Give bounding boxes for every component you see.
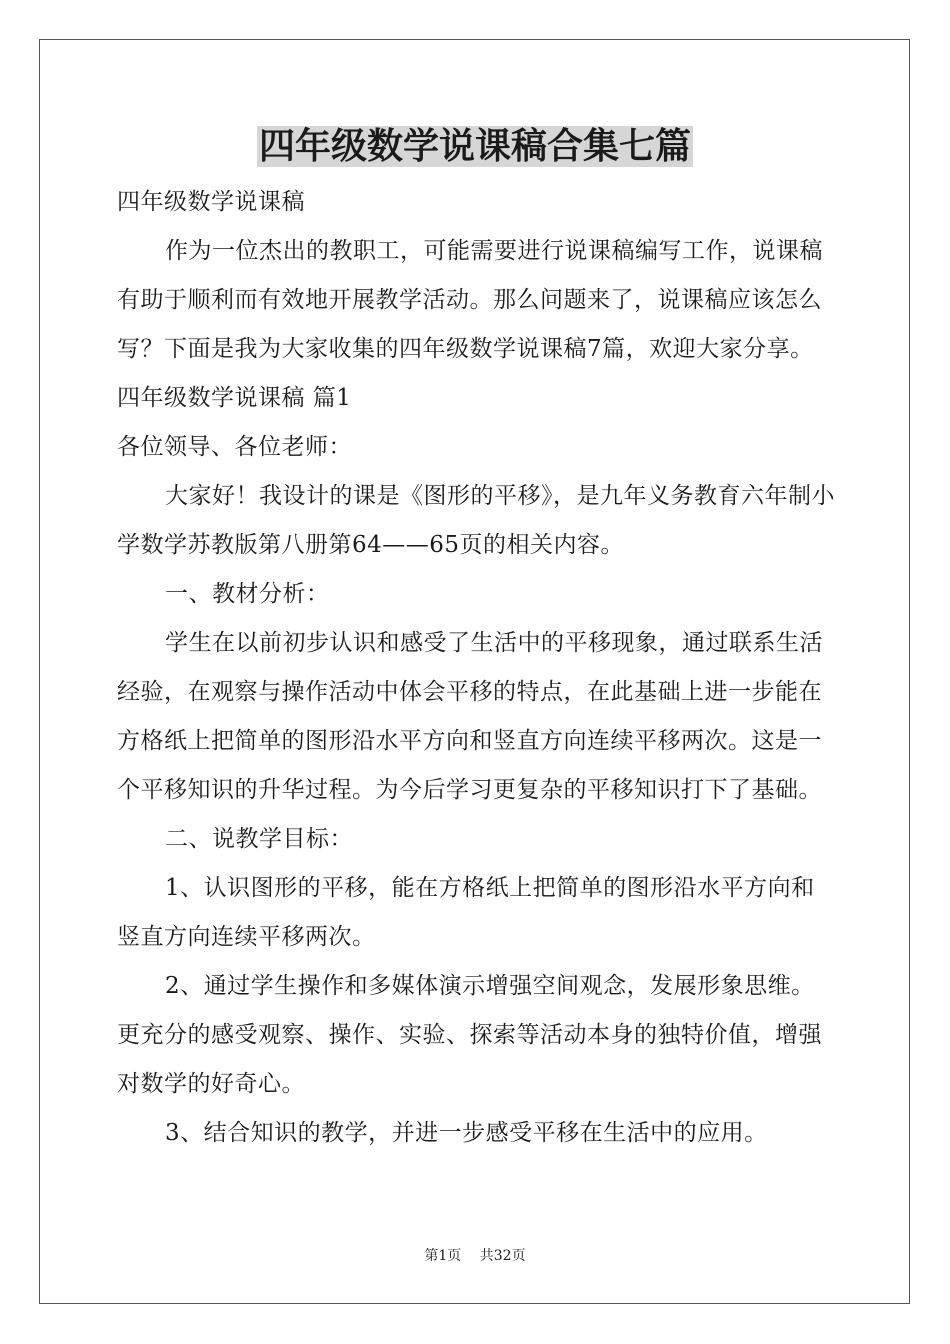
paragraph-heading-goals: 二、说教学目标： [165, 826, 353, 852]
page-total: 共32页 [479, 1248, 526, 1264]
paragraph-intro: 作为一位杰出的教职工，可能需要进行说课稿编写工作，说课稿有助于顺利而有效地开展教学活动。那么问题来了，说课稿应该怎么写？下面是我为大家收集的四年级数学说课稿7篇，欢迎大家分享。 [117, 238, 823, 362]
paragraph-goal-2: 2、通过学生操作和多媒体演示增强空间观念，发展形象思维。更充分的感受观察、操作、实验、探索等活动本身的独特价值，增强对数学的好奇心。 [117, 973, 822, 1097]
paragraph-salutation: 各位领导、各位老师： [117, 434, 352, 460]
paragraph-subtitle: 四年级数学说课稿 [117, 189, 305, 215]
paragraph-heading-analysis: 一、教材分析： [165, 581, 330, 607]
document-title: 四年级数学说课稿合集七篇 [258, 126, 691, 167]
document-title-container [0, 124, 950, 170]
paragraph-goal-3: 3、结合知识的教学，并进一步感受平移在生活中的应用。 [165, 1120, 768, 1146]
paragraph-goal-1: 1、认识图形的平移，能在方格纸上把简单的图形沿水平方向和竖直方向连续平移两次。 [117, 875, 815, 950]
page-footer [0, 1246, 950, 1266]
paragraph-section-heading: 四年级数学说课稿 篇1 [117, 385, 352, 411]
paragraph-analysis: 学生在以前初步认识和感受了生活中的平移现象，通过联系生活经验，在观察与操作活动中体会平移的特点，在此基础上进一步能在方格纸上把简单的图形沿水平方向和竖直方向连续平移两次。这是一个平移知识的升华过程。为今后学习更复杂的平移知识打下了基础。 [117, 630, 823, 803]
paragraph-greeting: 大家好！我设计的课是《图形的平移》，是九年义务教育六年制小学数学苏教版第八册第64——65页的相关内容。 [117, 483, 835, 558]
page-number: 第1页 [424, 1248, 462, 1264]
document-body [117, 178, 837, 1158]
